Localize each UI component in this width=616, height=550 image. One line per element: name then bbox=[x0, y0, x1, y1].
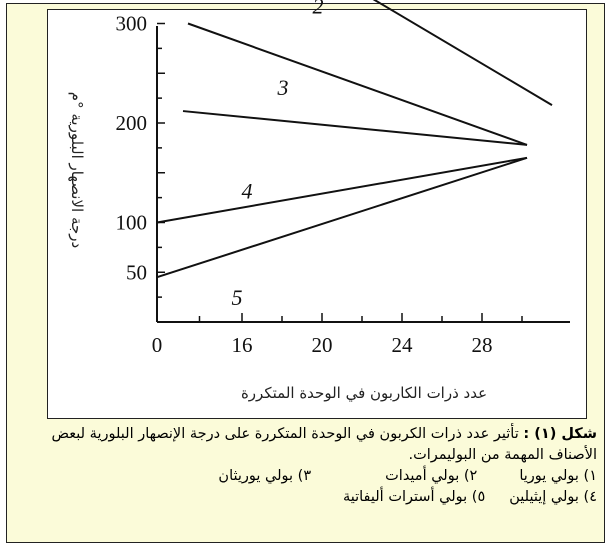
y-tick-label: 300 bbox=[115, 11, 147, 36]
axes bbox=[157, 26, 570, 322]
figure-panel bbox=[6, 0, 605, 543]
chart bbox=[48, 0, 586, 418]
caption-list-row-2 bbox=[27, 487, 597, 508]
series-label-3: 3 bbox=[277, 75, 289, 101]
x-axis-title: عدد ذرات الكاربون في الوحدة المتكررة bbox=[240, 384, 488, 402]
chart-frame bbox=[47, 0, 587, 419]
axis-titles bbox=[68, 92, 487, 403]
series-line-3 bbox=[183, 111, 527, 145]
y-axis-title: درجة الانصهار البلورية °م bbox=[68, 91, 86, 249]
y-tick-label: 200 bbox=[115, 111, 147, 135]
x-tick-label: 20 bbox=[311, 333, 333, 357]
series-label-2: 2 bbox=[312, 0, 324, 19]
caption-item-5: ٥) بولي أسترات أليفاتية bbox=[342, 489, 486, 505]
x-tick-label: 16 bbox=[231, 333, 253, 357]
x-tick-label: 24 bbox=[391, 333, 413, 357]
caption-paragraph bbox=[27, 424, 597, 466]
series-line-4 bbox=[157, 158, 527, 223]
caption-item-1: ١) بولي يوريا bbox=[519, 468, 597, 484]
series-label-4: 4 bbox=[241, 178, 253, 204]
caption-item-4: ٤) بولي إيثيلين bbox=[509, 489, 597, 505]
series-line-1 bbox=[327, 0, 552, 105]
series bbox=[157, 0, 552, 310]
series-line-2 bbox=[188, 24, 527, 145]
series-line-5 bbox=[157, 158, 527, 277]
x-tick-label: 0 bbox=[151, 333, 163, 357]
y-tick-label: 100 bbox=[115, 210, 147, 235]
series-label-5: 5 bbox=[231, 285, 243, 311]
x-tick-label: 28 bbox=[471, 333, 493, 357]
figure-caption bbox=[27, 424, 597, 508]
caption-item-2: ٢) بولي أميدات bbox=[385, 468, 478, 484]
caption-item-3: ٣) بولي يوريثان bbox=[218, 468, 312, 484]
caption-text: تأثير عدد ذرات الكربون في الوحدة المتكررة على درجة الإنصهار البلورية لبعض الأصناف المهمة من البوليمرات. bbox=[51, 426, 597, 463]
caption-list-row-1 bbox=[27, 466, 597, 487]
caption-lead: شكل (١) : bbox=[523, 426, 597, 442]
y-tick-label: 50 bbox=[126, 260, 147, 285]
